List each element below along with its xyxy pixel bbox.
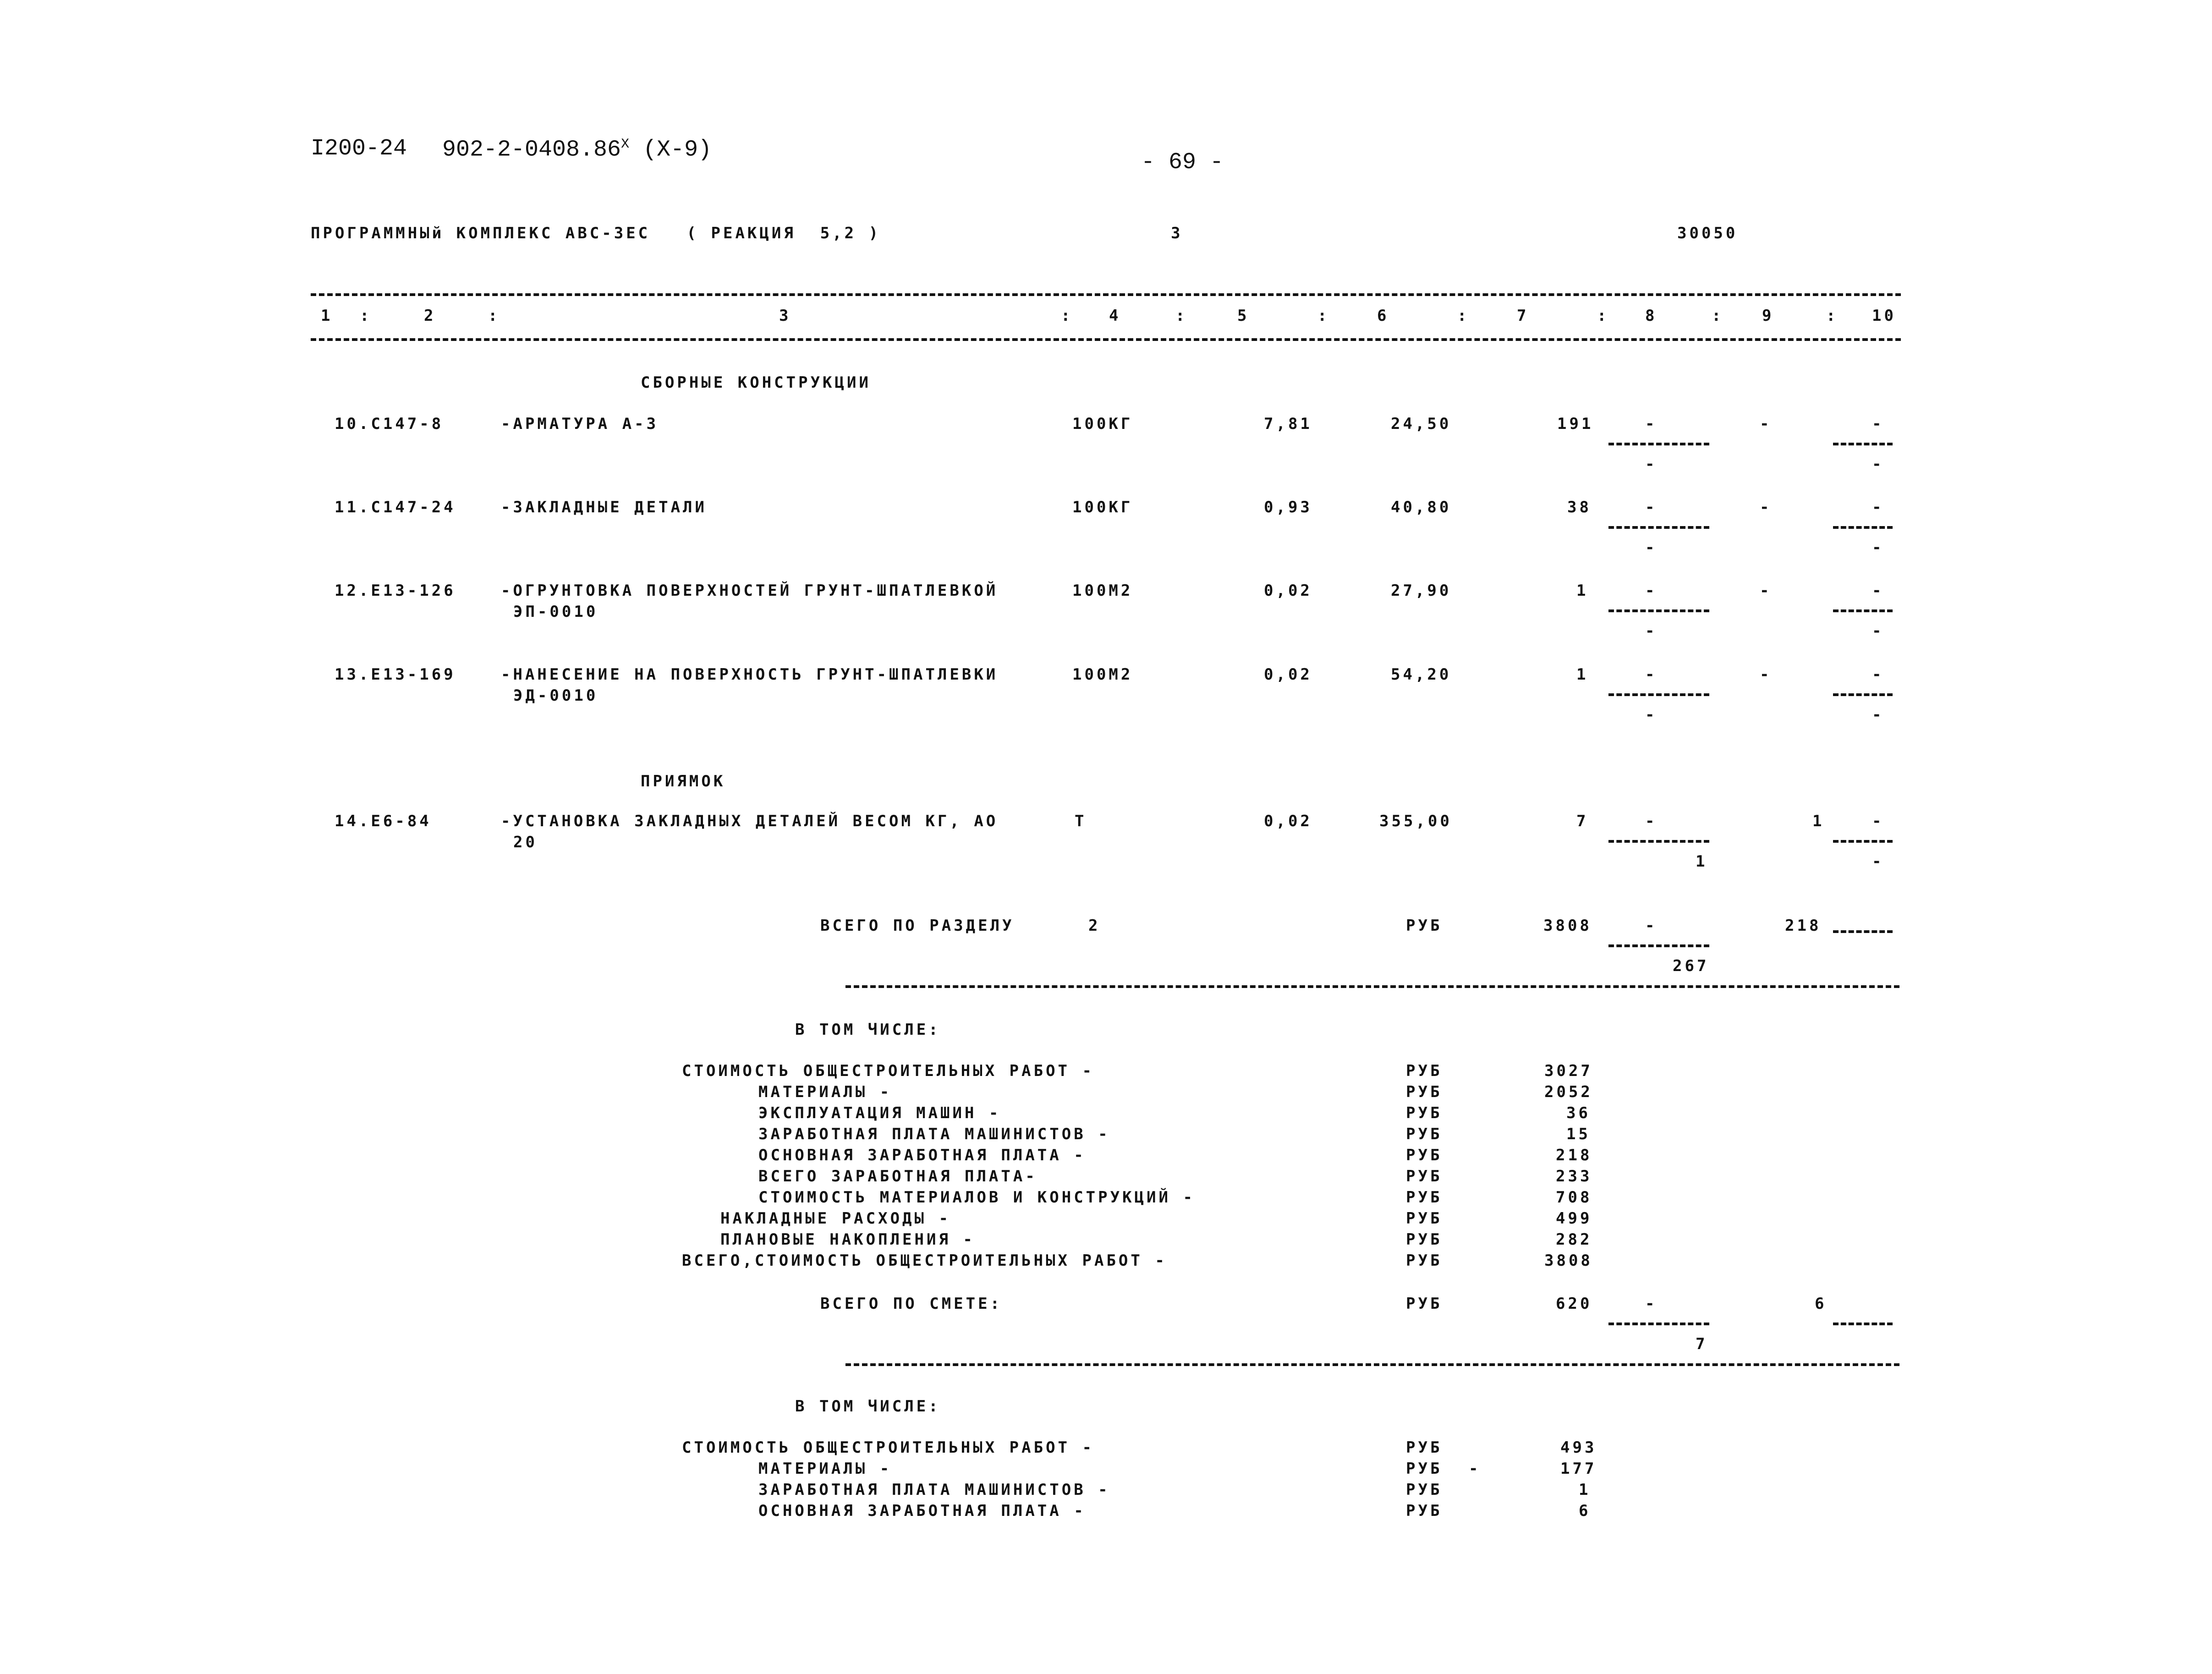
row-col8-b: -: [1645, 538, 1658, 557]
row-col10: -: [1872, 665, 1884, 684]
section-title: ПРИЯМОК: [641, 772, 726, 790]
row-unit: 100КГ: [1072, 415, 1133, 433]
row-col8-b: -: [1645, 706, 1658, 724]
breakdown-value: 177: [1560, 1460, 1597, 1478]
col-8: 8: [1645, 307, 1658, 325]
row-name: -ОГРУНТОВКА ПОВЕРХНОСТЕЙ ГРУНТ-ШПАТЛЕВКОЙ: [501, 582, 999, 600]
row-col10: -: [1872, 582, 1884, 600]
breakdown-label: ПЛАНОВЫЕ НАКОПЛЕНИЯ -: [720, 1230, 975, 1249]
breakdown-unit: РУБ: [1406, 1062, 1443, 1080]
breakdown-unit: РУБ: [1406, 1481, 1443, 1499]
breakdown-label: МАТЕРИАЛЫ -: [758, 1083, 892, 1101]
row-total: 38: [1567, 498, 1592, 516]
breakdown-label: НАКЛАДНЫЕ РАСХОДЫ -: [720, 1209, 951, 1228]
row-unit: 100КГ: [1072, 498, 1133, 516]
program-title: ПРОГРАММНЫй КОМПЛЕКС АВС-3ЕС ( РЕАКЦИЯ 5,2 ): [311, 224, 881, 242]
row-name-2: ЭД-0010: [513, 686, 598, 705]
section-total-col10-rule: [1833, 930, 1893, 933]
row-name-2: 20: [513, 833, 538, 851]
section-total-unit: РУБ: [1406, 917, 1443, 935]
breakdown-unit: РУБ: [1406, 1188, 1443, 1207]
header-rule-top: [311, 293, 1901, 296]
row-num: 11.С147-24: [335, 498, 456, 516]
col-5: 5: [1237, 307, 1250, 325]
program-code: 30050: [1677, 224, 1738, 242]
doc-code: I200-24: [311, 136, 407, 162]
row-qty: 0,02: [1264, 812, 1312, 830]
col-4: 4: [1109, 307, 1121, 325]
breakdown-value: 6: [1579, 1502, 1591, 1520]
row-qty: 0,93: [1264, 498, 1312, 516]
row-col8-b: -: [1645, 622, 1658, 640]
breakdown-label: ОСНОВНАЯ ЗАРАБОТНАЯ ПЛАТА -: [758, 1502, 1086, 1520]
row-name: -ЗАКЛАДНЫЕ ДЕТАЛИ: [501, 498, 707, 516]
row-num: 10.С147-8: [335, 415, 444, 433]
row-col10: -: [1872, 498, 1884, 516]
breakdown-unit: РУБ: [1406, 1167, 1443, 1186]
breakdown-label: ЗАРАБОТНАЯ ПЛАТА МАШИНИСТОВ -: [758, 1481, 1110, 1499]
row-col8-b: -: [1645, 455, 1658, 473]
row-col9: -: [1760, 582, 1772, 600]
breakdown-value: 233: [1556, 1167, 1592, 1186]
doc-number: [442, 137, 712, 162]
breakdown-label: МАТЕРИАЛЫ -: [758, 1460, 892, 1478]
col-3: 3: [779, 307, 791, 325]
row-col8-b: 1: [1696, 852, 1708, 871]
row-col9: -: [1760, 498, 1772, 516]
row-col8-rule: [1608, 840, 1709, 843]
row-unit: Т: [1075, 812, 1087, 830]
row-total: 1: [1576, 582, 1589, 600]
row-total: 7: [1576, 812, 1589, 830]
row-col10: -: [1872, 812, 1884, 830]
row-col8: -: [1645, 665, 1658, 684]
row-price: 40,80: [1391, 498, 1452, 516]
col-9: 9: [1762, 307, 1774, 325]
breakdown-unit: РУБ: [1406, 1146, 1443, 1164]
section-total-col8-b: 267: [1673, 957, 1709, 975]
including-label: В ТОМ ЧИСЛЕ:: [795, 1021, 941, 1039]
breakdown-value: 3808: [1544, 1251, 1593, 1270]
section-total-col9: 218: [1785, 917, 1822, 935]
row-total: 1: [1576, 665, 1589, 684]
breakdown-label: СТОИМОСТЬ МАТЕРИАЛОВ И КОНСТРУКЦИЙ -: [758, 1188, 1195, 1207]
col-sep: :: [1597, 307, 1609, 325]
col-sep: :: [1061, 307, 1073, 325]
row-col10-b: -: [1872, 852, 1884, 871]
row-price: 27,90: [1391, 582, 1452, 600]
doc-number-tail: (X-9): [643, 137, 712, 163]
col-sep: :: [1175, 307, 1188, 325]
col-sep: :: [1317, 307, 1330, 325]
estimate-total-unit: РУБ: [1406, 1295, 1443, 1313]
breakdown-label: ЭКСПЛУАТАЦИЯ МАШИН -: [758, 1104, 1001, 1122]
col-sep: :: [360, 307, 372, 325]
breakdown-unit: РУБ: [1406, 1230, 1443, 1249]
breakdown-unit: РУБ: [1406, 1438, 1443, 1457]
row-qty: 0,02: [1264, 665, 1312, 684]
estimate-total-label: ВСЕГО ПО СМЕТЕ:: [820, 1295, 1003, 1313]
row-col10-b: -: [1872, 538, 1884, 557]
col-10: 10: [1872, 307, 1896, 325]
row-col10-rule: [1833, 609, 1893, 612]
row-col9: -: [1760, 415, 1772, 433]
col-2: 2: [424, 307, 436, 325]
col-1: 1: [321, 307, 333, 325]
breakdown-unit: РУБ: [1406, 1209, 1443, 1228]
row-col8-rule: [1608, 693, 1709, 696]
row-col8-rule: [1608, 443, 1709, 445]
row-price: 24,50: [1391, 415, 1452, 433]
estimate-total-col10-rule: [1833, 1323, 1893, 1325]
row-col10-rule: [1833, 693, 1893, 696]
row-qty: 7,81: [1264, 415, 1312, 433]
col-7: 7: [1517, 307, 1529, 325]
estimate-total-col9: 6: [1815, 1295, 1827, 1313]
breakdown-value: 218: [1556, 1146, 1592, 1164]
breakdown-extra: -: [1469, 1460, 1481, 1478]
row-col10: -: [1872, 415, 1884, 433]
breakdown-unit: РУБ: [1406, 1083, 1443, 1101]
page-number: - 69 -: [1141, 149, 1224, 176]
breakdown-label: СТОИМОСТЬ ОБЩЕСТРОИТЕЛЬНЫХ РАБОТ -: [682, 1438, 1094, 1457]
doc-number-sup: X: [621, 137, 630, 152]
row-num: 13.Е13-169: [335, 665, 456, 684]
section-total-label: ВСЕГО ПО РАЗДЕЛУ: [820, 917, 1015, 935]
section-total-value: 3808: [1543, 917, 1592, 935]
estimate-total-value: 620: [1556, 1295, 1592, 1313]
breakdown-value: 499: [1556, 1209, 1592, 1228]
doc-number-main: 902-2-0408.86: [442, 137, 621, 163]
row-col10-rule: [1833, 443, 1893, 445]
col-sep: :: [1457, 307, 1470, 325]
row-col8: -: [1645, 582, 1658, 600]
section-total-col8: -: [1645, 917, 1658, 935]
col-sep: :: [1826, 307, 1839, 325]
breakdown-value: 2052: [1544, 1083, 1593, 1101]
row-col8-rule: [1608, 526, 1709, 529]
separator-rule: [845, 1363, 1899, 1366]
breakdown-unit: РУБ: [1406, 1502, 1443, 1520]
breakdown-value: 15: [1566, 1125, 1591, 1143]
section-total-col8-rule: [1608, 944, 1709, 947]
breakdown-label: СТОИМОСТЬ ОБЩЕСТРОИТЕЛЬНЫХ РАБОТ -: [682, 1062, 1094, 1080]
estimate-total-col8-rule: [1608, 1323, 1709, 1325]
breakdown-label: ВСЕГО ЗАРАБОТНАЯ ПЛАТА-: [758, 1167, 1037, 1186]
row-name: -НАНЕСЕНИЕ НА ПОВЕРХНОСТЬ ГРУНТ-ШПАТЛЕВКИ: [501, 665, 999, 684]
header-rule-bottom: [311, 338, 1901, 341]
row-col10-rule: [1833, 526, 1893, 529]
row-unit: 100М2: [1072, 582, 1133, 600]
row-col8: -: [1645, 415, 1658, 433]
row-col10-b: -: [1872, 622, 1884, 640]
breakdown-value: 36: [1566, 1104, 1591, 1122]
breakdown-unit: РУБ: [1406, 1125, 1443, 1143]
breakdown-value: 708: [1556, 1188, 1592, 1207]
row-col9: 1: [1812, 812, 1825, 830]
row-col10-b: -: [1872, 455, 1884, 473]
row-col10-rule: [1833, 840, 1893, 843]
program-num: 3: [1171, 224, 1183, 242]
row-col8: -: [1645, 812, 1658, 830]
row-name-2: ЭП-0010: [513, 603, 598, 621]
col-sep: :: [1712, 307, 1724, 325]
breakdown-value: 3027: [1544, 1062, 1593, 1080]
breakdown-unit: РУБ: [1406, 1104, 1443, 1122]
breakdown-label: ВСЕГО,СТОИМОСТЬ ОБЩЕСТРОИТЕЛЬНЫХ РАБОТ -: [682, 1251, 1167, 1270]
breakdown-value: 493: [1560, 1438, 1597, 1457]
row-unit: 100М2: [1072, 665, 1133, 684]
breakdown-value: 282: [1556, 1230, 1592, 1249]
row-num: 14.Е6-84: [335, 812, 432, 830]
row-col10-b: -: [1872, 706, 1884, 724]
col-6: 6: [1377, 307, 1389, 325]
separator-rule: [845, 985, 1899, 988]
row-name: -АРМАТУРА А-3: [501, 415, 659, 433]
breakdown-label: ОСНОВНАЯ ЗАРАБОТНАЯ ПЛАТА -: [758, 1146, 1086, 1164]
including-label: В ТОМ ЧИСЛЕ:: [795, 1397, 941, 1416]
breakdown-label: ЗАРАБОТНАЯ ПЛАТА МАШИНИСТОВ -: [758, 1125, 1110, 1143]
row-num: 12.Е13-126: [335, 582, 456, 600]
col-sep: :: [488, 307, 500, 325]
row-col9: -: [1760, 665, 1772, 684]
breakdown-unit: РУБ: [1406, 1251, 1443, 1270]
section-title: СБОРНЫЕ КОНСТРУКЦИИ: [641, 373, 871, 392]
row-price: 54,20: [1391, 665, 1452, 684]
row-total: 191: [1557, 415, 1594, 433]
row-col8-rule: [1608, 609, 1709, 612]
breakdown-unit: РУБ: [1406, 1460, 1443, 1478]
breakdown-value: 1: [1579, 1481, 1591, 1499]
estimate-total-col8: -: [1645, 1295, 1658, 1313]
row-name: -УСТАНОВКА ЗАКЛАДНЫХ ДЕТАЛЕЙ ВЕСОМ КГ, АО: [501, 812, 999, 830]
row-qty: 0,02: [1264, 582, 1312, 600]
row-col8: -: [1645, 498, 1658, 516]
section-total-num: 2: [1088, 917, 1101, 935]
estimate-total-col8-b: 7: [1696, 1335, 1708, 1353]
row-price: 355,00: [1379, 812, 1452, 830]
